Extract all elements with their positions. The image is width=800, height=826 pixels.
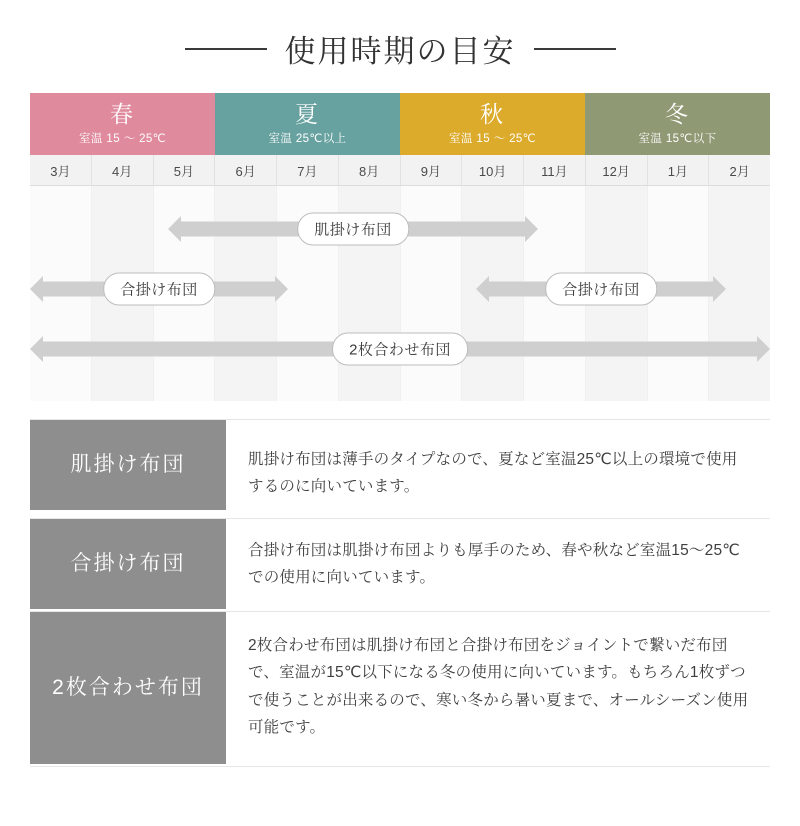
- season-header-row: [30, 93, 770, 155]
- legend-name-aigake: 合掛け布団: [30, 519, 226, 611]
- bars-area: [30, 186, 770, 401]
- arrow-head-left-icon: [476, 276, 489, 302]
- arrow-head-left-icon: [30, 276, 43, 302]
- title-rule-left: [185, 48, 267, 50]
- arrow-aigake-autumn: [476, 281, 726, 297]
- month-cell: 12月: [586, 155, 648, 185]
- legend-desc-aigake: 合掛け布団は肌掛け布団よりも厚手のため、春や秋など室温15〜25℃での使用に向いています。: [248, 542, 740, 587]
- arrow-aigake-spring: [30, 281, 288, 297]
- arrow-hadakake: [168, 221, 538, 237]
- month-cell: 5月: [154, 155, 216, 185]
- month-cell: 10月: [462, 155, 524, 185]
- season-name-spring: 春: [110, 101, 135, 128]
- legend-table: [30, 419, 770, 767]
- legend-row: [30, 612, 770, 767]
- usage-period-chart-page: [0, 26, 800, 826]
- arrow-head-left-icon: [168, 216, 181, 242]
- bar-label-aigake-spring: 合掛け布団: [103, 273, 215, 306]
- page-title: [0, 26, 800, 71]
- arrow-head-right-icon: [757, 336, 770, 362]
- arrow-nimai: [30, 341, 770, 357]
- month-cell: 3月: [30, 155, 92, 185]
- season-name-summer: 夏: [295, 101, 320, 128]
- legend-row: [30, 519, 770, 612]
- arrow-head-right-icon: [275, 276, 288, 302]
- season-temp-autumn: 室温 15 〜 25℃: [449, 132, 536, 145]
- bar-label-hadakake: 肌掛け布団: [297, 213, 409, 246]
- season-chart: [30, 93, 770, 401]
- page-title-text: 使用時期の目安: [284, 34, 516, 69]
- season-cell-spring: [30, 93, 215, 155]
- bar-label-aigake-autumn: 合掛け布団: [545, 273, 657, 306]
- month-cell: 6月: [215, 155, 277, 185]
- bar-row-nimai: [30, 334, 770, 364]
- legend-name-hadakake: 肌掛け布団: [30, 420, 226, 512]
- season-temp-spring: 室温 15 〜 25℃: [79, 132, 166, 145]
- month-cell: 8月: [339, 155, 401, 185]
- month-cell: 2月: [729, 163, 750, 179]
- arrow-head-right-icon: [713, 276, 726, 302]
- months-row: [30, 155, 770, 186]
- arrow-head-left-icon: [30, 336, 43, 362]
- legend-name-nimai: 2枚合わせ布団: [30, 612, 226, 766]
- legend-row: [30, 420, 770, 519]
- bar-row-aigake-spring: [30, 274, 288, 304]
- season-cell-winter: [585, 93, 770, 155]
- month-cell: 9月: [401, 155, 463, 185]
- arrow-head-right-icon: [525, 216, 538, 242]
- bar-label-nimai: 2枚合わせ布団: [332, 333, 468, 366]
- season-temp-summer: 室温 25℃以上: [268, 132, 347, 145]
- season-cell-autumn: [400, 93, 585, 155]
- season-temp-winter: 室温 15℃以下: [638, 132, 717, 145]
- month-cell: 1月: [648, 155, 710, 185]
- month-cell: 4月: [92, 155, 154, 185]
- month-cell: 11月: [524, 155, 586, 185]
- title-rule-right: [534, 48, 616, 50]
- legend-desc-hadakake: 肌掛け布団は薄手のタイプなので、夏など室温25℃以上の環境で使用するのに向いています。: [248, 451, 738, 496]
- legend-desc-nimai: 2枚合わせ布団は肌掛け布団と合掛け布団をジョイントで繋いだ布団で、室温が15℃以下になる冬の使用に向いています。もちろん1枚ずつで使うことが出来るので、寒い冬から暑い夏まで、オールシーズン使用可能です。: [248, 637, 749, 736]
- season-name-winter: 冬: [665, 101, 690, 128]
- bar-row-aigake-autumn: [476, 274, 726, 304]
- month-cell: 7月: [277, 155, 339, 185]
- season-name-autumn: 秋: [480, 101, 505, 128]
- bar-row-hadakake: [168, 214, 538, 244]
- season-cell-summer: [215, 93, 400, 155]
